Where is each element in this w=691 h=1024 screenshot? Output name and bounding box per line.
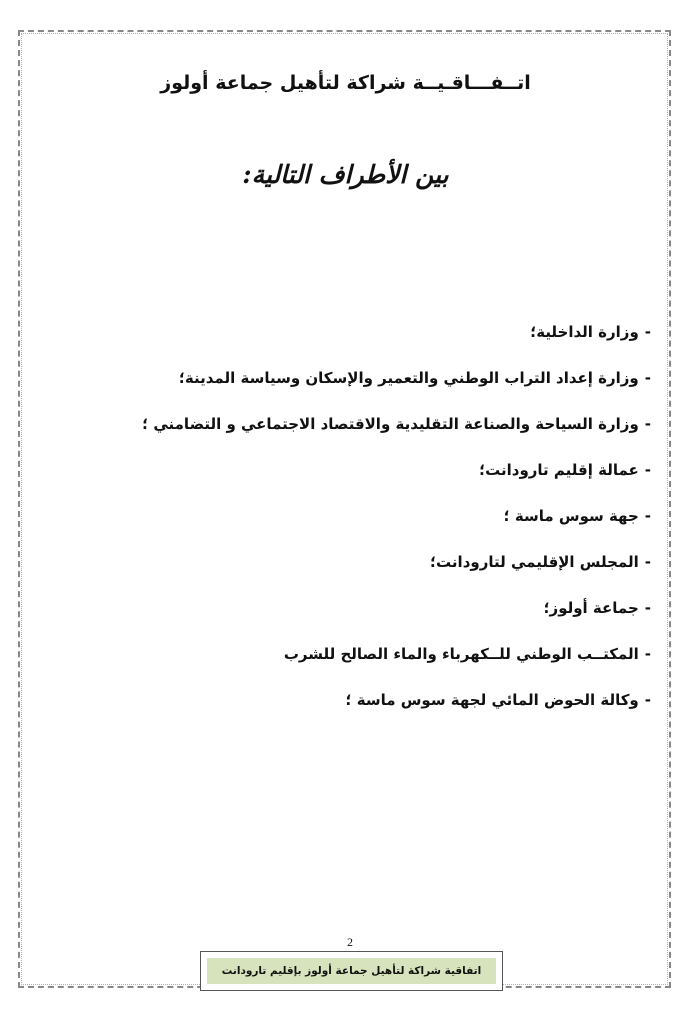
party-name: المكتــب الوطني للــكهرباء والماء الصالح للشرب	[283, 645, 639, 663]
list-item	[91, 410, 651, 456]
parties-list	[91, 318, 651, 732]
list-marker: -	[644, 461, 651, 479]
page-number: 2	[347, 935, 353, 949]
party-name: وزارة إعداد التراب الوطني والتعمير والإسكان وسياسة المدينة؛	[178, 369, 639, 387]
list-item	[91, 640, 651, 686]
list-marker: -	[644, 645, 651, 663]
list-marker: -	[644, 507, 651, 525]
list-item	[91, 456, 651, 502]
document-title: اتــفـــاقـيــة شراكة لتأهيل جماعة أولوز	[160, 72, 531, 94]
party-name: وكالة الحوض المائي لجهة سوس ماسة ؛	[345, 691, 639, 709]
party-name: جماعة أولوز؛	[543, 599, 639, 617]
list-item	[91, 364, 651, 410]
list-item	[91, 594, 651, 640]
list-marker: -	[644, 599, 651, 617]
list-marker: -	[644, 415, 651, 433]
list-marker: -	[644, 369, 651, 387]
list-marker: -	[644, 691, 651, 709]
document-subtitle: بين الأطراف التالية:	[242, 160, 449, 189]
list-marker: -	[644, 323, 651, 341]
party-name: المجلس الإقليمي لتارودانت؛	[430, 553, 639, 571]
list-item	[91, 686, 651, 732]
list-item	[91, 318, 651, 364]
party-name: جهة سوس ماسة ؛	[503, 507, 639, 525]
list-marker: -	[644, 553, 651, 571]
footer-caption: اتفاقية شراكة لتأهيل جماعة أولوز بإقليم تارودانت	[207, 958, 496, 984]
party-name: وزارة الداخلية؛	[530, 323, 639, 341]
list-item	[91, 548, 651, 594]
footer-box	[200, 951, 503, 991]
party-name: وزارة السياحة والصناعة التقليدية والاقتصاد الاجتماعي و التضامني ؛	[142, 415, 639, 433]
party-name: عمالة إقليم تارودانت؛	[479, 461, 639, 479]
list-item	[91, 502, 651, 548]
